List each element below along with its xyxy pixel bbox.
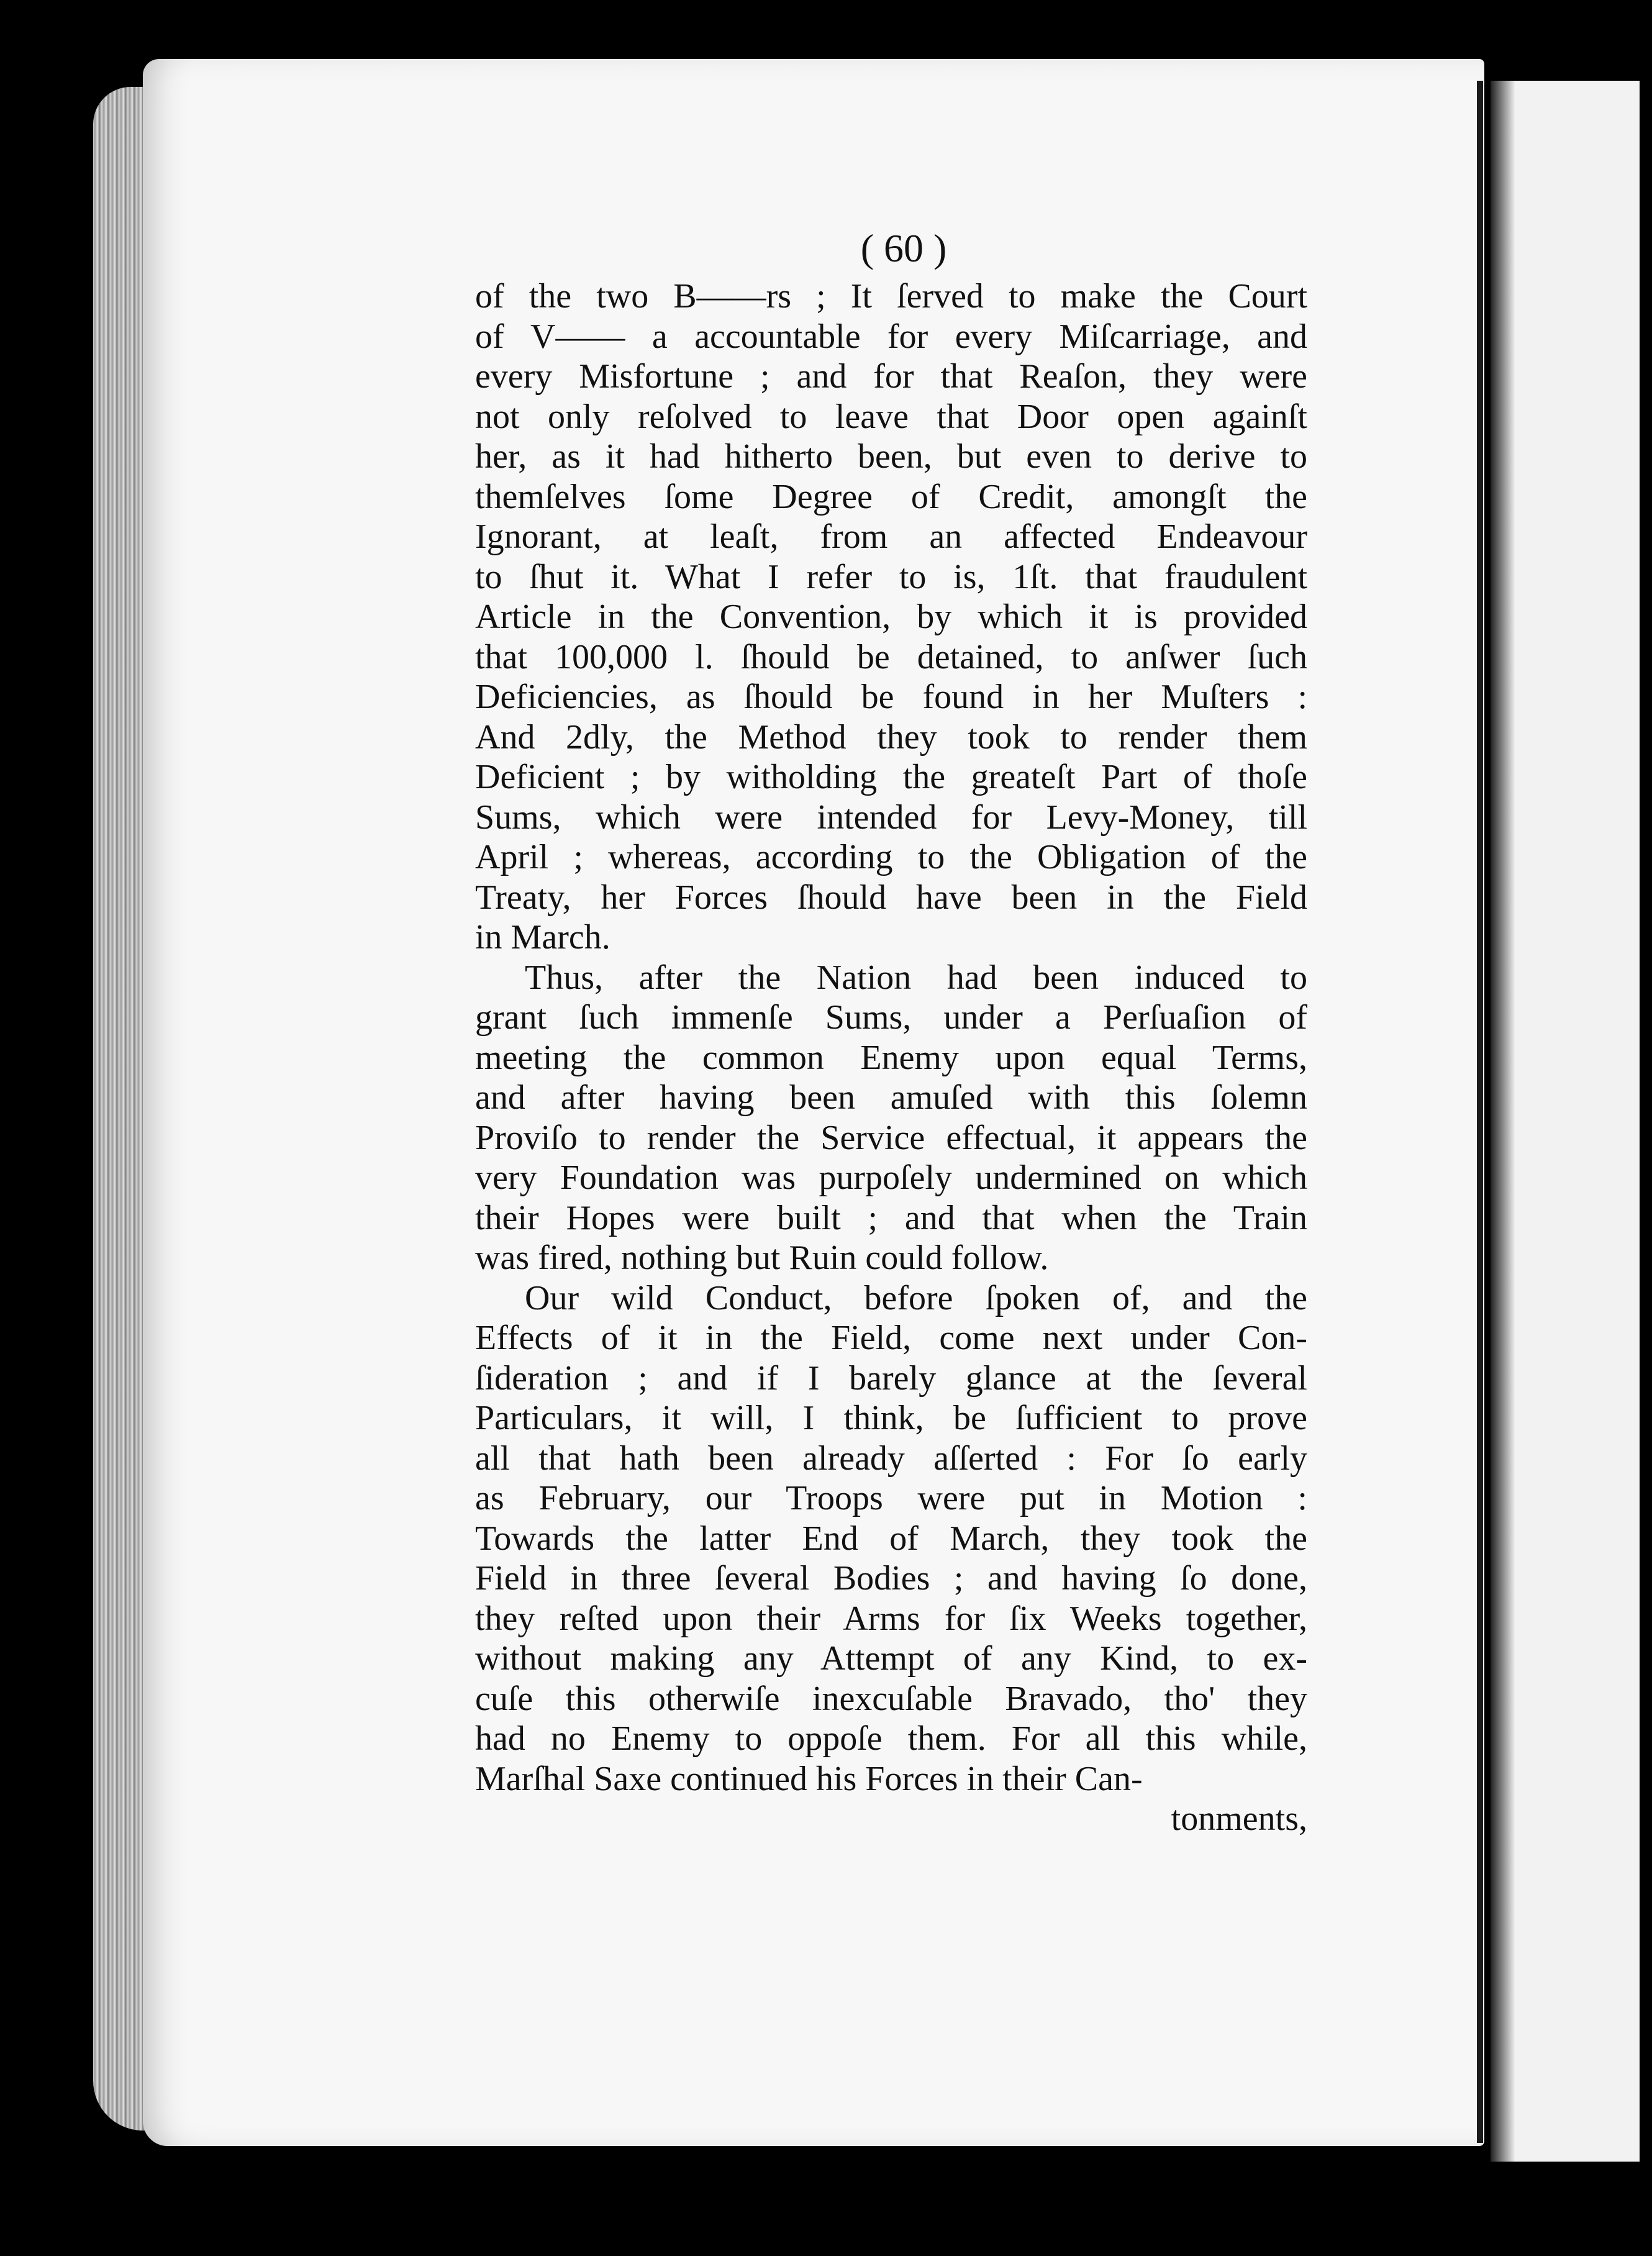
page-number: ( 60 ) [860,226,947,270]
text-line: Field in three ſeveral Bodies ; and having ſo done, [475,1559,1307,1598]
gutter-shadow [1491,81,1515,2162]
text-line: very Foundation was purpoſely undermined on which [475,1158,1307,1197]
text-line: her, as it had hitherto been, but even to derive to [475,437,1307,476]
text-line: had no Enemy to oppoſe them. For all this while, [475,1719,1307,1758]
text-line: Treaty, her Forces ſhould have been in the Field [475,878,1307,917]
text-line: ſideration ; and if I barely glance at the ſeveral [475,1358,1307,1398]
text-line: Sums, which were intended for Levy-Money, till [475,798,1307,837]
text-line: their Hopes were built ; and that when the Train [475,1198,1307,1237]
text-line: cuſe this otherwiſe inexcuſable Bravado, tho' they [475,1679,1307,1718]
text-line: and after having been amuſed with this ſolemn [475,1078,1307,1117]
text-line: Marſhal Saxe continued his Forces in their Can- [475,1759,1143,1798]
text-line: Proviſo to render the Service effectual, it appears the [475,1118,1307,1157]
text-line: they reſted upon their Arms for ſix Weeks together, [475,1599,1307,1638]
text-line: Thus, after the Nation had been induced to [525,958,1307,997]
text-line: meeting the common Enemy upon equal Terms, [475,1038,1307,1077]
text-line: Article in the Convention, by which it is provided [475,598,1307,636]
text-line: Towards the latter End of March, they took the [475,1519,1307,1558]
paragraph [475,276,1307,958]
text-line: Deficient ; by witholding the greateſt Part of thoſe [475,758,1307,796]
text-line: as February, our Troops were put in Motion : [475,1479,1307,1517]
text-line: Deficiencies, as ſhould be found in her Muſters : [475,678,1307,716]
text-line: was fired, nothing but Ruin could follow. [475,1239,1049,1277]
text-line: Particulars, it will, I think, be ſufficient to prove [475,1399,1307,1437]
text-line: grant ſuch immenſe Sums, under a Perſuaſion of [475,998,1307,1037]
text-line: every Misfortune ; and for that Reaſon, they were [475,357,1307,396]
text-line: Effects of it in the Field, come next under Con- [475,1319,1307,1357]
text-line: all that hath been already aſſerted : For ſo early [475,1439,1307,1478]
text-line: without making any Attempt of any Kind, to ex- [475,1639,1307,1678]
paragraph-container [475,276,1307,1799]
text-line: in March. [475,918,610,957]
text-line: of V—— a accountable for every Miſcarriage, and [475,317,1307,356]
text-line: of the two B——rs ; It ſerved to make the Court [475,277,1307,316]
page-gutter [1477,81,1483,2143]
text-line: Our wild Conduct, before ſpoken of, and the [525,1278,1307,1317]
text-block [475,227,1307,1839]
text-line: And 2dly, the Method they took to render them [475,717,1307,757]
text-line: Ignorant, at leaſt, from an affected Endeavour [475,517,1307,556]
text-line: that 100,000 l. ſhould be detained, to anſwer ſuch [475,637,1307,676]
text-line: April ; whereas, according to the Obligation of the [475,838,1307,876]
text-line: themſelves ſome Degree of Credit, amongſt the [475,477,1307,516]
paragraph [475,958,1307,1278]
text-line: not only reſolved to leave that Door open againſt [475,397,1307,436]
text-line: to ſhut it. What I refer to is, 1ſt. that fraudulent [475,557,1307,596]
catchword: tonments, [1171,1799,1307,1838]
paragraph [475,1278,1307,1799]
